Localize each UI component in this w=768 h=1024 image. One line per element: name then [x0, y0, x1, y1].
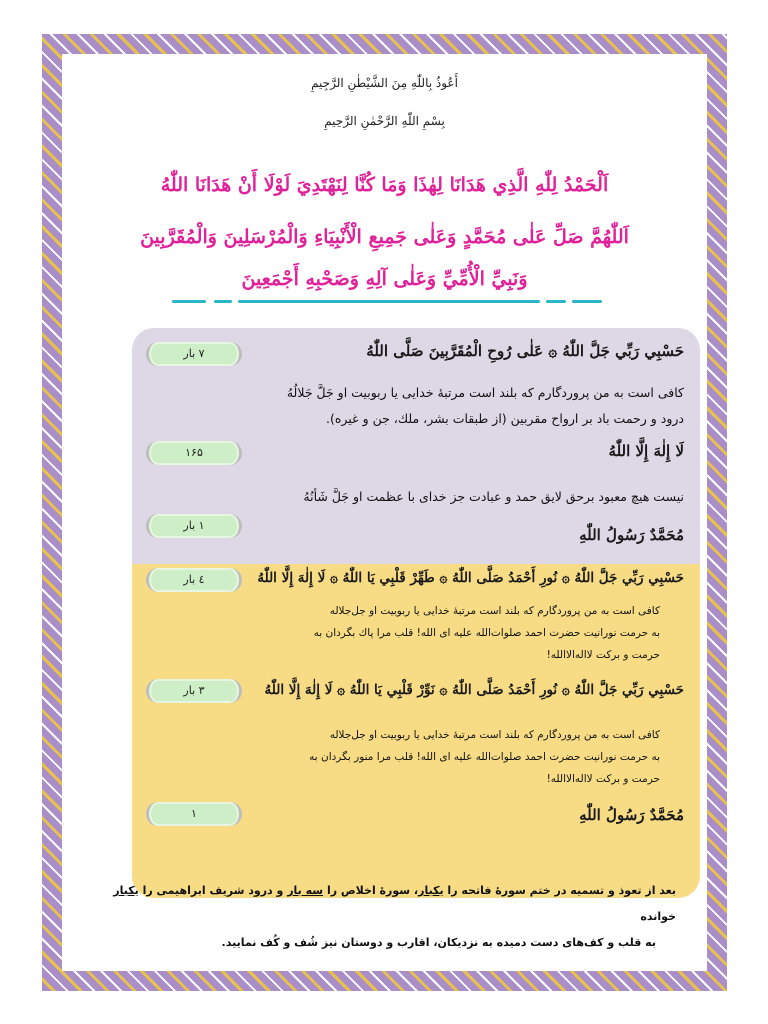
dhikr-1-translation-line-1: کافی است به من پروردگارم که بلند است مرتبهٔ خدایی یا ربوبیت او جَلَّ جَلالُهُ [286, 385, 684, 400]
count-badge: ۱ بار [146, 514, 242, 538]
instructions-emphasis: یکبار [418, 884, 444, 897]
instructions-text: خوانده [640, 910, 676, 923]
count-badge: ۷ بار [146, 342, 242, 366]
instructions-text: و درود شریف ابراهیمی را [138, 884, 288, 897]
instructions-line-1 [86, 878, 676, 930]
count-badge: ۳ بار [146, 679, 242, 703]
dhikr-4-translation-line-3: حرمت و برکت لااله‌الاالله! [546, 649, 660, 661]
page-content [62, 54, 707, 971]
instructions-emphasis: یکبار [113, 884, 139, 897]
instructions [86, 878, 676, 956]
separator [62, 298, 707, 306]
dhikr-4-translation-line-2: به حرمت نورانیت حضرت احمد صلوات‌الله علیه ای الله! قلب مرا پاك بگردان به [313, 627, 660, 639]
pink-verse-3: وَنَبِيِّ الْأُمِّيِّ وَعَلٰى آلِهِ وَصَحْبِهِ أَجْمَعِينَ [241, 268, 528, 290]
count-badge: ۱۶۵ [146, 441, 242, 465]
instructions-text: بعد از تعوذ و تسمیه در ختم سورهٔ فاتحه را [443, 884, 676, 897]
dhikr-4-translation-line-1: کافی است به من پروردگارم که بلند است مرتبهٔ خدایی یا ربوبیت او جل‌جلاله [329, 605, 660, 617]
dhikr-2-translation: نیست هیچ معبود برحق لایق حمد و عبادت جز خدای با عظمت او جَلَّ شَأنُهُ [303, 489, 684, 504]
dhikr-5-arabic: حَسْبِي رَبِّي جَلَّ اللّٰهُ ۞ نُورِ أَحْمَدُ صَلَّى اللّٰهُ ۞ نَوِّرْ قَلْبِي يَا اللّٰهُ ۞ لَا إِلٰهَ إِلَّا اللّٰهُ [264, 682, 684, 698]
dhikr-5-translation-line-3: حرمت و برکت لااله‌الاالله! [546, 773, 660, 785]
instructions-emphasis: سه بار [287, 884, 324, 897]
count-badge: ۱ [146, 802, 242, 826]
pink-verse-2: اَللّٰهُمَّ صَلِّ عَلٰى مُحَمَّدٍ وَعَلٰى جَمِيعِ الْأَنْبِيَاءِ وَالْمُرْسَلِينَ وَالْمُقَرَّبِينَ [140, 226, 629, 248]
dhikr-panel-2 [132, 564, 700, 898]
pink-verse-1: اَلْحَمْدُ لِلّٰهِ الَّذِي هَدَانَا لِهٰذَا وَمَا كُنَّا لِنَهْتَدِيَ لَوْلَا أَنْ هَدَانَا اللّٰهُ [160, 174, 609, 196]
dhikr-5-translation-line-1: کافی است به من پروردگارم که بلند است مرتبهٔ خدایی یا ربوبیت او جل‌جلاله [329, 729, 660, 741]
dhikr-5-translation-line-2: به حرمت نورانیت حضرت احمد صلوات‌الله علیه ای الله! قلب مرا منور بگردان به [309, 751, 660, 763]
dhikr-2-arabic: لَا إِلٰهَ إِلَّا اللّٰهُ [608, 442, 684, 460]
dhikr-6-arabic: مُحَمَّدٌ رَسُولُ اللّٰهِ [579, 806, 684, 824]
instructions-line-2: به قلب و کف‌های دست دمیده به نزدیکان، اقارب و دوستان نیز شُف و کُف نمایید. [221, 936, 656, 949]
dhikr-1-translation-line-2: درود و رحمت باد بر ارواح مقربین (از طبقات بشر، ملك، جن و غیره). [325, 411, 684, 426]
dhikr-3-arabic: مُحَمَّدٌ رَسُولُ اللّٰهِ [579, 526, 684, 544]
count-badge: ٤ بار [146, 568, 242, 592]
instructions-text: ، سورهٔ اخلاص را [323, 884, 419, 897]
dhikr-1-arabic: حَسْبِي رَبِّي جَلَّ اللّٰهُ ۞ عَلٰى رُوحِ الْمُقَرَّبِينَ صَلَّى اللّٰهُ [366, 342, 684, 360]
dhikr-4-arabic: حَسْبِي رَبِّي جَلَّ اللّٰهُ ۞ نُورِ أَحْمَدُ صَلَّى اللّٰهُ ۞ طَهِّرْ قَلْبِي يَا اللّٰهُ ۞ لَا إِلٰهَ إِلَّا اللّٰهُ [257, 570, 684, 586]
taawwudh: أَعُوذُ بِاللّٰهِ مِنَ الشَّيْطٰنِ الرَّجِيمِ [311, 76, 458, 90]
basmala: بِسْمِ اللّٰهِ الرَّحْمٰنِ الرَّحِيمِ [324, 114, 445, 128]
